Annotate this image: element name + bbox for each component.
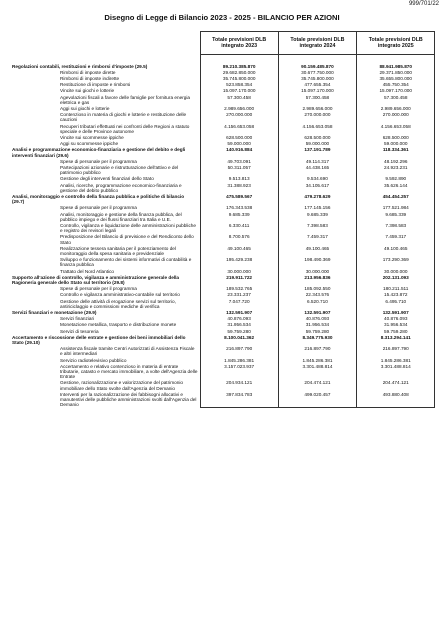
row-label: Sviluppo e funzionamento dei sistemi informativi di contabilità e finanza pubblica [60, 257, 192, 268]
value-2023: 31.956.534 [200, 322, 278, 328]
value-2023: 132.591.907 [200, 310, 278, 316]
value-2024: 204.474.121 [278, 380, 356, 391]
value-2024: 57.300.458 [278, 94, 356, 105]
table-row [10, 234, 435, 245]
value-2023: 475.589.567 [200, 193, 278, 204]
value-2023: 204.934.121 [200, 380, 278, 391]
value-2023: 30.000.000 [200, 268, 278, 274]
spacer-row [10, 55, 435, 64]
row-label: Partecipazioni azionarie e ristrutturazione dell'attivo e del patrimonio pubblico [60, 164, 179, 176]
value-2023: 50.311.057 [200, 164, 278, 175]
row-label: Analisi, ricerche, programmazione economico-finanziaria e gestione del debito pubblico [60, 182, 182, 193]
row-label: Agevolazioni fiscali a favore delle famiglie per fornitura energia elettrica e gas [60, 94, 191, 105]
value-2024: 213.956.836 [278, 274, 356, 285]
value-2023: 29.682.850.000 [200, 69, 278, 75]
value-2025: 180.211.511 [357, 286, 435, 292]
value-2023: 3.157.023.937 [200, 363, 278, 380]
row-label: Servizi di tesoreria [60, 328, 99, 334]
value-2024: 499.020.457 [278, 391, 356, 408]
row-label: Trattato del Nord Atlantico [60, 268, 115, 274]
value-2023: 57.300.458 [200, 94, 278, 105]
row-label: Servizio radiotelevisivo pubblico [60, 357, 127, 363]
value-2024: 3.301.488.814 [278, 363, 356, 380]
value-2024: 7.459.317 [278, 234, 356, 245]
value-2024: 34.105.617 [278, 182, 356, 193]
value-2025: 48.192.296 [357, 158, 435, 164]
value-2025: 204.474.121 [357, 380, 435, 391]
row-label: Predisposizione del Bilancio di previsione e del Rendiconto dello Stato [60, 234, 194, 245]
value-2023: 49.703.091 [200, 158, 278, 164]
value-2025: 1.845.286.381 [357, 357, 435, 363]
row-label: Interventi per la razionalizzazione dei fabbisogni allocativi e manutentivi delle pubbliche amministrazioni svolti dall'Agenzia del Demanio [60, 391, 197, 408]
table-row [10, 211, 435, 222]
table-row [10, 94, 435, 105]
table-row [10, 182, 435, 193]
value-2023: 176.343.538 [200, 205, 278, 211]
value-2024: 479.278.629 [278, 193, 356, 204]
page-code: 999/701/22 [408, 1, 439, 7]
value-2023: 7.047.720 [200, 298, 278, 309]
row-label: Assistenza fiscale tramite Centri Autorizzati di Assistenza Fiscale e altri intermediari [60, 346, 195, 357]
value-2024: 90.159.485.870 [278, 63, 356, 69]
section-label: Accertamento e riscossione delle entrate e gestione dei beni immobiliari dello Stato (29.10) [12, 334, 186, 346]
value-2023: 4.156.653.058 [200, 123, 278, 134]
row-label: Gestione, razionalizzazione e valorizzazione del patrimonio immobiliare dello Stato svolte dall'Agenzia del Demanio [60, 380, 183, 391]
table-section-row [10, 274, 435, 285]
value-2024: 216.897.790 [278, 346, 356, 357]
table-row [10, 164, 435, 175]
value-2023: 8.700.576 [200, 234, 278, 245]
section-label: Analisi, monitoraggio e controllo della finanza pubblica e politiche di bilancio (29.7) [12, 193, 185, 205]
row-label: Aggi sui giochi e lotterie [60, 105, 110, 111]
value-2023: 23.331.237 [200, 292, 278, 298]
value-2024: 44.438.165 [278, 164, 356, 175]
value-2025: 628.500.000 [357, 134, 435, 140]
table-row [10, 363, 435, 380]
table-header-row [10, 32, 435, 55]
value-2023: 31.388.923 [200, 182, 278, 193]
value-2024: 9.685.339 [278, 211, 356, 222]
value-2024: 477.655.354 [278, 82, 356, 88]
table-section-row [10, 334, 435, 345]
table-row [10, 123, 435, 134]
value-2023: 219.911.722 [200, 274, 278, 285]
document-title: Disegno di Legge di Bilancio 2023 - 2025 - BILANCIO PER AZIONI [104, 13, 340, 22]
value-2023: 9.685.339 [200, 211, 278, 222]
row-label: Controllo e vigilanza amministrativo-contabile sul territorio [60, 292, 180, 298]
value-2024: 30.677.750.000 [278, 69, 356, 75]
row-label: Rimborsi di imposte indirette [60, 75, 120, 81]
row-label: Restituzione di imposte e rimborsi [60, 82, 131, 88]
value-2024: 198.490.369 [278, 257, 356, 268]
value-2025: 2.989.656.000 [357, 105, 435, 111]
row-label: Vincite sui scommesse ippiche [60, 134, 124, 140]
value-2023: 397.834.783 [200, 391, 278, 408]
column-header-2023: Totale previsioni DLB integrato 2023 [200, 32, 278, 55]
value-2023: 628.500.000 [200, 134, 278, 140]
value-2023: 40.876.093 [200, 316, 278, 322]
section-label: Analisi e programmazione economico-finanziaria e gestione del debito e degli interventi finanziari (29.6) [12, 147, 186, 158]
value-2023: 9.513.813 [200, 176, 278, 182]
value-2025: 30.000.000 [357, 268, 435, 274]
value-2025: 4.156.653.058 [357, 123, 435, 134]
value-2025: 270.000.000 [357, 112, 435, 123]
value-2023: 140.916.884 [200, 147, 278, 158]
value-2025: 9.685.339 [357, 211, 435, 222]
row-label: Accertamento e relativo contenzioso in materia di entrate tributarie, catasto e mercato immobiliare, a volte dell'Agenzia delle Entrate [60, 363, 198, 380]
table-row [10, 391, 435, 408]
table-row [10, 346, 435, 357]
value-2025: 493.880.408 [357, 391, 435, 408]
value-2025: 454.454.257 [357, 193, 435, 204]
value-2024: 8.349.775.930 [278, 334, 356, 345]
row-label: Realizzazione tessera sanitaria per il potenziamento del monitoraggio della spesa sanitaria e previdenziale [60, 245, 176, 256]
value-2025: 7.398.583 [357, 222, 435, 233]
value-2025: 29.371.850.000 [357, 69, 435, 75]
value-2025: 7.459.317 [357, 234, 435, 245]
row-label: Vincite sui giochi e lotterie [60, 88, 115, 94]
value-2024: 22.343.576 [278, 292, 356, 298]
value-2025: 9.592.890 [357, 176, 435, 182]
value-2023: 49.100.465 [200, 245, 278, 256]
value-2023: 59.759.280 [200, 328, 278, 334]
row-label: Gestione degli interventi finanziari dello Stato [60, 176, 154, 182]
table-row [10, 112, 435, 123]
table-section-row [10, 147, 435, 158]
value-2025: 173.290.369 [357, 257, 435, 268]
section-label: Supporto all'azione di controllo, vigilanza e amministrazione generale della Ragioneria generale dello Stato sul territorio (29.8) [12, 274, 180, 286]
value-2023: 1.845.286.381 [200, 357, 278, 363]
value-2024: 49.114.317 [278, 158, 356, 164]
value-2025: 3.301.488.814 [357, 363, 435, 380]
value-2024: 15.097.170.000 [278, 88, 356, 94]
value-2024: 185.092.550 [278, 286, 356, 292]
table-row [10, 245, 435, 256]
value-2023: 59.000.000 [200, 141, 278, 147]
value-2024: 35.745.800.000 [278, 75, 356, 81]
value-2024: 40.876.093 [278, 316, 356, 322]
table-row [10, 380, 435, 391]
table-section-row [10, 193, 435, 204]
row-label: Gestione delle attività di erogazione servizi sul territorio, antiriciclaggio e commissioni mediche di verifica [60, 298, 176, 309]
value-2025: 40.876.093 [357, 316, 435, 322]
value-2025: 35.655.800.000 [357, 75, 435, 81]
row-label: Spese di personale per il programma [60, 158, 137, 164]
value-2025: 455.750.354 [357, 82, 435, 88]
value-2024: 132.591.907 [278, 310, 356, 316]
value-2024: 628.500.000 [278, 134, 356, 140]
value-2023: 6.330.411 [200, 222, 278, 233]
section-label: Servizi finanziari e monetazione (29.9) [12, 310, 97, 316]
table-body [10, 55, 435, 408]
value-2024: 6.520.710 [278, 298, 356, 309]
value-2025: 88.941.985.870 [357, 63, 435, 69]
row-label: Spese di personale per il programma [60, 286, 137, 292]
value-2023: 8.100.041.362 [200, 334, 278, 345]
row-label: Rimborsi di imposte dirette [60, 69, 116, 75]
row-label: Recuperi tributari effettuati nei confronti delle Regioni a statuto speciale e delle Province autonome [60, 123, 190, 134]
value-2025: 57.300.458 [357, 94, 435, 105]
value-2023: 2.989.656.000 [200, 105, 278, 111]
row-label: Contenzioso in materia di giochi e lotterie e restituzione delle cauzioni [60, 112, 187, 123]
value-2025: 118.334.361 [357, 147, 435, 158]
value-2025: 202.131.093 [357, 274, 435, 285]
column-header-2025: Totale previsioni DLB integrato 2025 [357, 32, 435, 55]
value-2023: 195.429.238 [200, 257, 278, 268]
value-2024: 177.145.156 [278, 205, 356, 211]
row-label: Servizi finanziari [60, 316, 95, 322]
value-2025: 35.626.144 [357, 182, 435, 193]
value-2025: 59.000.000 [357, 141, 435, 147]
row-label: Aggi su scommesse ippiche [60, 141, 119, 147]
value-2025: 8.313.294.141 [357, 334, 435, 345]
value-2025: 49.100.465 [357, 245, 435, 256]
value-2025: 132.591.907 [357, 310, 435, 316]
value-2025: 24.923.231 [357, 164, 435, 175]
value-2025: 59.759.280 [357, 328, 435, 334]
value-2024: 270.000.000 [278, 112, 356, 123]
value-2024: 137.191.789 [278, 147, 356, 158]
row-label: Monetazione metallica, trasporto e distribuzione monete [60, 322, 177, 328]
value-2025: 15.097.170.000 [357, 88, 435, 94]
section-label: Regolazioni contabili, restituzioni e rimborsi d'imposte (29.5) [12, 63, 148, 69]
value-2024: 2.989.656.000 [278, 105, 356, 111]
budget-table [10, 31, 435, 408]
value-2024: 1.845.286.381 [278, 357, 356, 363]
table-row [10, 257, 435, 268]
value-2023: 15.097.170.000 [200, 88, 278, 94]
header-empty-cell [10, 32, 200, 55]
value-2024: 9.534.690 [278, 176, 356, 182]
column-header-2024: Totale previsioni DLB integrato 2024 [278, 32, 356, 55]
value-2025: 216.897.790 [357, 346, 435, 357]
value-2023: 35.745.800.000 [200, 75, 278, 81]
value-2023: 89.210.385.870 [200, 63, 278, 69]
value-2025: 31.956.534 [357, 322, 435, 328]
value-2023: 523.858.354 [200, 82, 278, 88]
value-2024: 49.100.465 [278, 245, 356, 256]
value-2025: 15.423.872 [357, 292, 435, 298]
value-2024: 4.156.653.058 [278, 123, 356, 134]
value-2024: 7.398.583 [278, 222, 356, 233]
value-2023: 189.532.765 [200, 286, 278, 292]
value-2024: 59.759.280 [278, 328, 356, 334]
row-label: Controllo, vigilanza e liquidazione delle amministrazioni pubbliche e registro dei revisori legali [60, 222, 197, 234]
value-2024: 59.000.000 [278, 141, 356, 147]
value-2024: 30.000.000 [278, 268, 356, 274]
value-2025: 6.495.710 [357, 298, 435, 309]
value-2025: 177.521.984 [357, 205, 435, 211]
row-label: Analisi, monitoraggio e gestione della finanza pubblica, del pubblico impiego e dei flussi finanziari tra Italia e U.E. [60, 211, 182, 222]
table-row [10, 298, 435, 309]
table-row [10, 222, 435, 233]
value-2023: 216.897.790 [200, 346, 278, 357]
value-2023: 270.000.000 [200, 112, 278, 123]
row-label: Spese di personale per il programma [60, 205, 137, 211]
value-2024: 31.956.534 [278, 322, 356, 328]
